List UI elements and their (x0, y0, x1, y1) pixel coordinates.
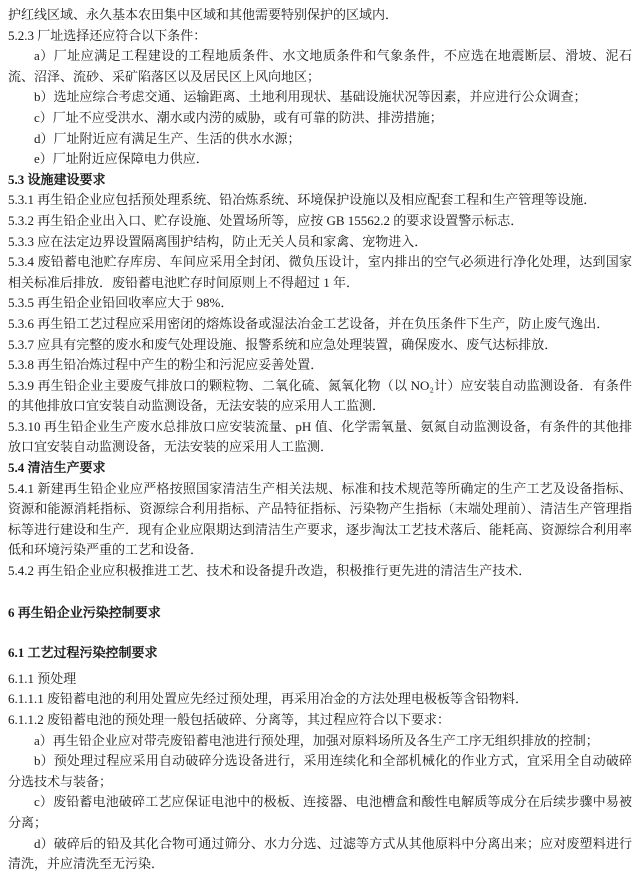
clause-5-3-5: 5.3.5 再生铅企业铅回收率应大于 98%． (8, 295, 234, 311)
clause-6-1-1-1: 6.1.1.1 废铅蓄电池的利用处置应先经过预处理，再采用冶金的方法处理电极板等含铅物料． (8, 691, 529, 707)
clause-5-3-8: 5.3.8 再生铅冶炼过程中产生的粉尘和污泥应妥善处置． (8, 357, 324, 373)
clause-5-4-2: 5.4.2 再生铅企业应积极推进工艺、技术和设备提升改造，积极推行更先进的清洁生产技术． (8, 563, 532, 579)
clause-5-3-4: 5.3.4 废铅蓄电池贮存库房、车间应采用全封闭、微负压设计，室内排出的空气必须进行净化处理，达到国家相关标准后排放．废铅蓄电池贮存时间原则上不得超过 1 年． (8, 254, 632, 290)
clause-6-1-1-2-item-c: c）废铅蓄电池破碎工艺应保证电池中的极板、连接器、电池槽盒和酸性电解质等成分在后续步骤中易被分离； (8, 794, 632, 830)
clause-6-1-1-2: 6.1.1.2 废铅蓄电池的预处理一般包括破碎、分离等，其过程应符合以下要求： (8, 712, 451, 727)
clause-6-1-1-2-item-b: b）预处理过程应采用自动破碎分选设备进行，采用连续化和全部机械化的作业方式，宜采用全自动破碎分选技术与装备； (8, 753, 632, 789)
heading-6-1: 6.1 工艺过程污染控制要求 (8, 645, 158, 661)
clause-5-2-3: 5.2.3 厂址选择还应符合以下条件： (8, 27, 207, 43)
clause-5-3-9: 5.3.9 再生铅企业主要废气排放口的颗粒物、二氧化硫、氮氧化物（以 NO₂计）应安装自动监测设备．有条件的其他排放口宜安装自动监测设备，无法安装的应采用人工监测． (8, 377, 632, 414)
clause-5-2-3-item-e: e）厂址附近应保障电力供应． (34, 151, 209, 167)
heading-6: 6 再生铅企业污染控制要求 (8, 604, 161, 620)
heading-5-3: 5.3 设施建设要求 (8, 171, 106, 187)
clause-5-2-3-item-b: b）选址应综合考虑交通、运输距离、土地利用现状、基础设施状况等因素，并应进行公众调查； (34, 89, 587, 105)
clause-6-1-1-2-item-d: d）破碎后的铅及其化合物可通过筛分、水力分选、过滤等方式从其他原料中分离出来；应对废塑料进行清洗，并应清洗至无污染． (8, 835, 632, 872)
clause-5-3-2: 5.3.2 再生铅企业出入口、贮存设施、处置场所等，应按 GB 15562.2 的要求设置警示标志． (8, 212, 524, 228)
clause-5-3-10: 5.3.10 再生铅企业生产废水总排放口应安装流量、pH 值、化学需氧量、氨氮自动监测设备，有条件的其他排放口宜安装自动监测设备，无法安装的应采用人工监测． (8, 418, 632, 455)
clause-5-2-3-item-a: a）厂址应满足工程建设的工程地质条件、水文地质条件和气象条件，不应选在地震断层、滑坡、泥石流、沼泽、流砂、采矿陷落区以及居民区上风向地区； (8, 48, 632, 84)
clause-5-3-6: 5.3.6 再生铅工艺过程应采用密闭的熔炼设备或湿法冶金工艺设备，并在负压条件下生产，防止废气逸出． (8, 315, 610, 331)
clause-5-4-1: 5.4.1 新建再生铅企业应严格按照国家清洁生产相关法规、标准和技术规范等所确定的生产工艺及设备指标、资源和能源消耗指标、资源综合利用指标、产品特征指标、污染物产生指标（末端处理前）、清洁生产管理指标等进行建设和生产．现有企业应限期达到清洁生产要求，逐步淘汰工艺技术落后、能耗高、资源综合利用率低和环境污染严重的工艺和设备． (8, 480, 633, 558)
clause-5-2-3-item-d: d）厂址附近应有满足生产、生活的供水水源； (34, 130, 301, 146)
clause-6-1-1-2-item-a: a）再生铅企业应对带壳废铅蓄电池进行预处理，加强对原料场所及各生产工序无组织排放的控制； (34, 732, 599, 748)
clause-5-2-2-continuation: 护红线区域、永久基本农田集中区域和其他需要特别保护的区域内． (8, 7, 399, 22)
clause-5-2-3-item-c: c）厂址不应受洪水、潮水或内涝的威胁，或有可靠的防洪、排涝措施； (34, 109, 443, 125)
heading-6-1-1: 6.1.1 预处理 (8, 670, 77, 686)
clause-5-3-3: 5.3.3 应在法定边界设置隔离围护结构，防止无关人员和家禽、宠物进入． (8, 233, 428, 249)
heading-5-4: 5.4 清洁生产要求 (8, 460, 106, 476)
clause-5-3-7: 5.3.7 应具有完整的废水和废气处理设施、报警系统和应急处理装置，确保废水、废气达标排放． (8, 336, 558, 352)
clause-5-3-1: 5.3.1 再生铅企业应包括预处理系统、铅冶炼系统、环境保护设施以及相应配套工程和生产管理等设施． (8, 192, 597, 208)
